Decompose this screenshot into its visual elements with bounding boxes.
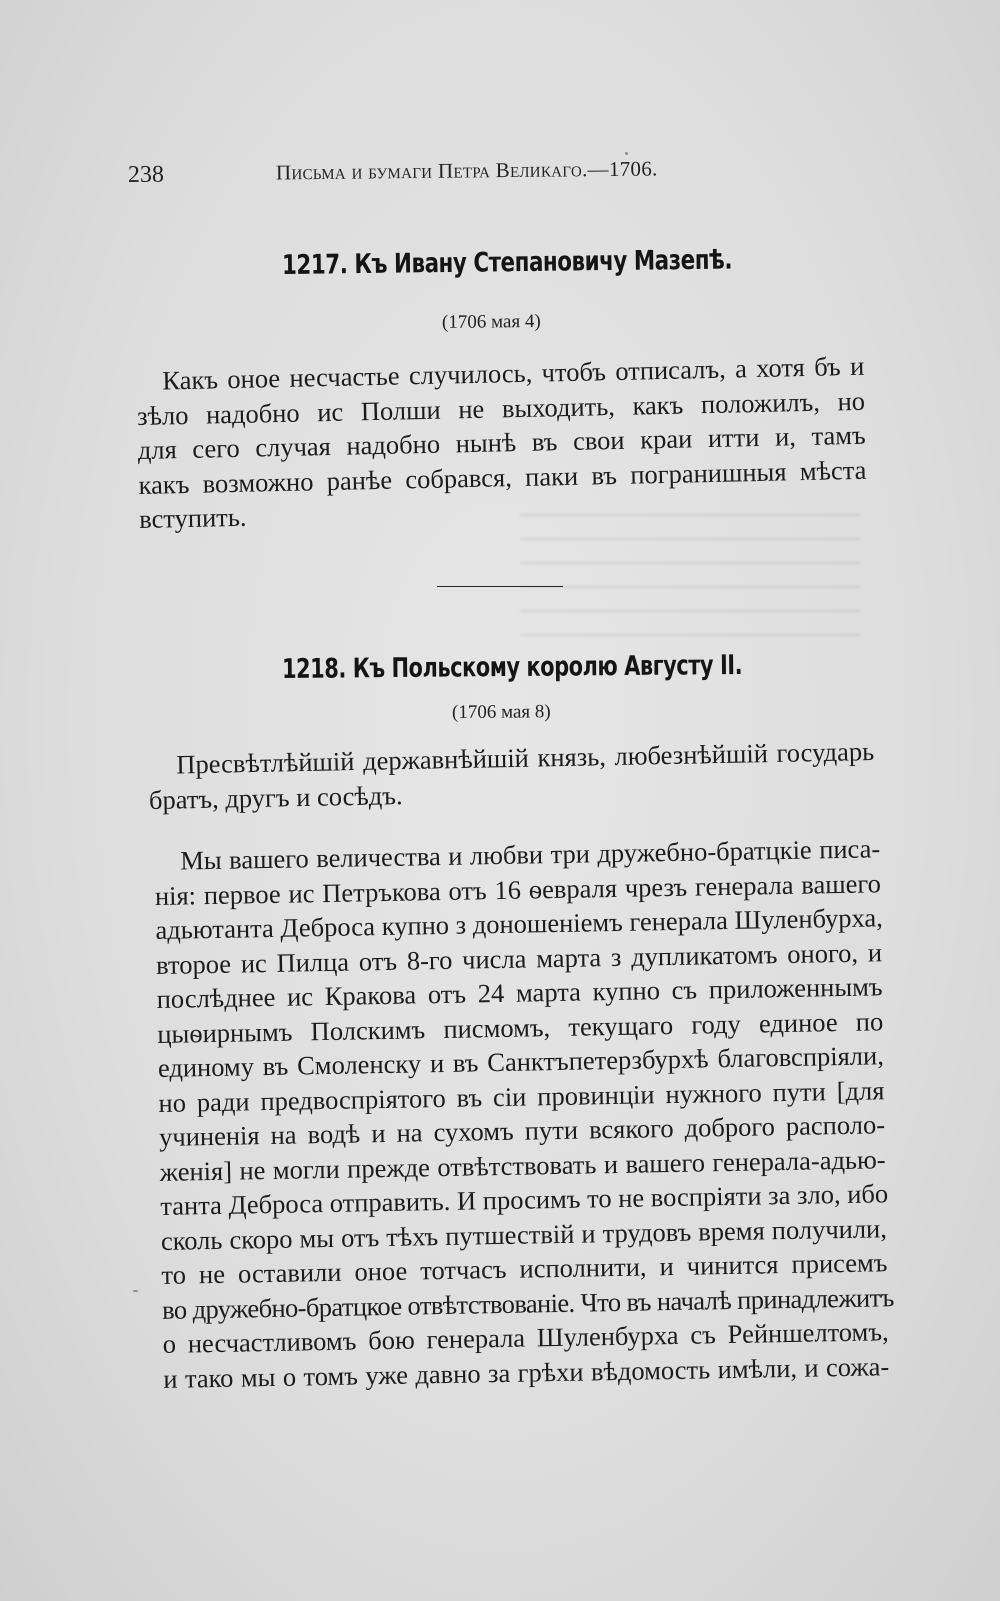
text-line: учиненія на водѣ и на сухомъ пути всякого доброго располо- (158, 1109, 886, 1152)
text-line: но ради предвоспріятого въ сіи провинціи нужного пути [для (158, 1074, 885, 1118)
text-line: то не оставили оное тотчасъ исполнити, и чинится присемъ (161, 1247, 888, 1290)
text-line: и тако мы о томъ уже давно за грѣхи вѣдомость имѣли, и сожа- (163, 1350, 890, 1394)
text-line: адьютанта Деброса купно з доношеніемъ генерала Шуленбурха, (155, 902, 883, 945)
page-number: 238 (127, 161, 165, 188)
running-head (128, 156, 718, 192)
letter-date: (1706 мая 8) (451, 701, 551, 723)
letter-heading: 1217. Къ Ивану Степановичу Мазепѣ. (281, 244, 733, 281)
text-line: во дружебно-братцкое отвѣтствованіе. Что въ началѣ принадлежитъ (161, 1281, 894, 1325)
text-line: нія: первое ис Петръкова отъ 16 ѳевраля чрезъ генерала вашего (154, 867, 882, 911)
text-line: Мы вашего величества и любви три дружебно-братцкіе писа- (180, 833, 881, 876)
text-line: братъ, другъ и сосѣдъ. (148, 779, 403, 815)
text-line: женія] не могли прежде отвѣтствовать и вашего генерала-адью- (159, 1143, 886, 1187)
letter-date: (1706 мая 4) (441, 310, 541, 333)
running-title: Письма и бумаги Петра Великаго.—1706. (275, 156, 658, 185)
letter-paragraph (148, 734, 875, 817)
text-line: второе ис Пилца отъ 8-го числа марта з дупликатомъ оного, и (155, 936, 883, 980)
paper-speck (133, 1290, 138, 1292)
letter-heading: 1218. Къ Польскому королю Августу II. (281, 649, 743, 685)
letter-paragraph (154, 831, 894, 1396)
section-divider (437, 586, 563, 587)
text-line: Пресвѣтлѣйшій державнѣйшій князь, любезнѣйшій государь (176, 736, 875, 780)
text-line: сколь скоро мы отъ тѣхъ путшествій и трудовъ время получили, (160, 1212, 888, 1256)
text-line: зѣло надобно ис Полши не выходить, какъ положилъ, но (136, 385, 866, 431)
text-line: Какъ оное несчастье случилось, чтобъ отписалъ, а хотя бъ и (162, 350, 865, 396)
text-line: вступить. (138, 501, 247, 534)
text-line: какъ возможно ранѣе собрався, паки въ погранишныя мѣста (138, 454, 867, 500)
text-line: танта Деброса отправить. И просимъ то не воспріяти за зло, ибо (160, 1178, 889, 1221)
text-line: для сего случая надобно нынѣ въ свои краи итти и, тамъ (137, 419, 866, 465)
text-line: цыѳирнымъ Полскимъ писмомъ, текущаго году единое по (157, 1005, 884, 1049)
letter-paragraph (136, 349, 867, 537)
text-line: единому въ Смоленску и въ Санктъпетерзбурхѣ благовспріяли, (157, 1040, 885, 1083)
paper-speck (625, 152, 628, 155)
text-line: о несчастливомъ бою генерала Шуленбурха съ Рейншелтомъ, (162, 1316, 889, 1359)
text-line: послѣднее ис Кракова отъ 24 марта купно съ приложеннымъ (156, 971, 883, 1014)
